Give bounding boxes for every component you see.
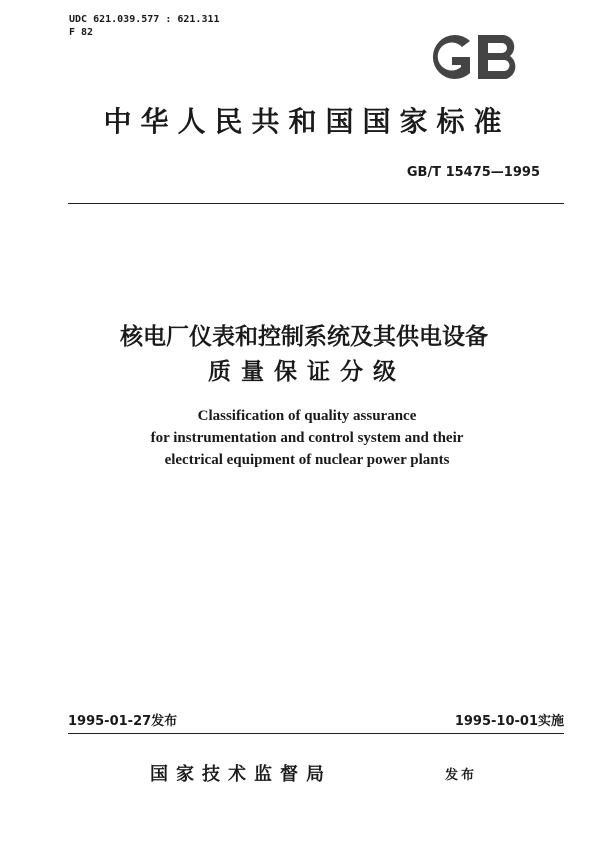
standard-title: 中华人民共和国国家标准 xyxy=(103,105,511,138)
gb-logo-icon xyxy=(420,27,526,87)
top-divider xyxy=(68,203,564,204)
class-line: F 82 xyxy=(69,27,94,38)
chinese-title-line-1: 核电厂仪表和控制系统及其供电设备 xyxy=(120,324,488,350)
standard-number: GB/T 15475—1995 xyxy=(406,165,540,180)
issue-date: 1995-01-27发布 xyxy=(68,714,178,729)
english-title xyxy=(0,405,600,471)
english-title-line-3: electrical equipment of nuclear power plants xyxy=(164,452,450,468)
effective-date: 1995-10-01实施 xyxy=(454,714,564,729)
bottom-divider xyxy=(68,733,564,734)
issuing-authority: 国家技术监督局 xyxy=(150,764,332,785)
udc-classification xyxy=(69,13,220,39)
issue-label: 发布 xyxy=(445,768,478,783)
english-title-line-2: for instrumentation and control system and their xyxy=(150,430,464,446)
chinese-title-line-2: 质量保证分级 xyxy=(208,359,406,385)
english-title-line-1: Classification of quality assurance xyxy=(197,408,417,424)
udc-line: UDC 621.039.577 : 621.311 xyxy=(69,14,220,25)
